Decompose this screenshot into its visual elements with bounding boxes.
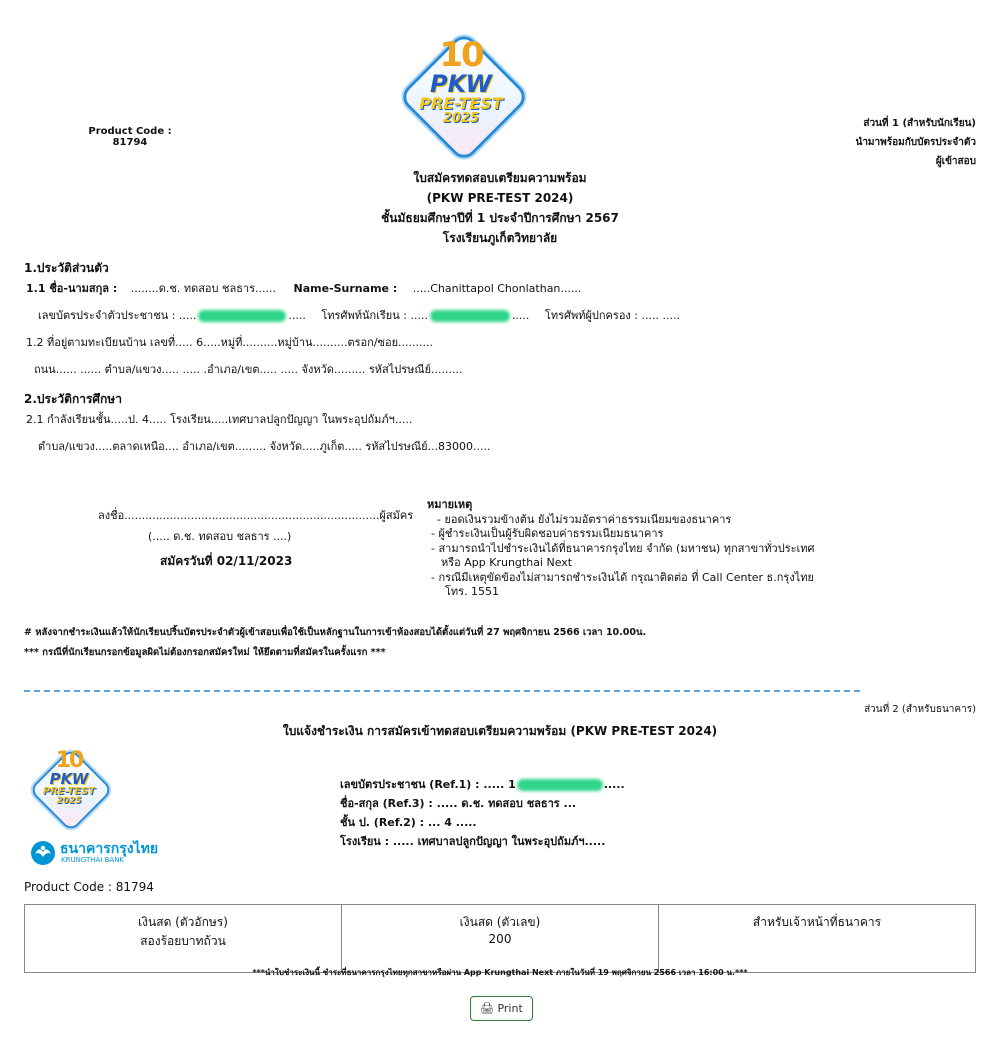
krungthai-logo — [30, 838, 160, 868]
part1-label — [855, 114, 976, 171]
ref1-label: เลขบัตรประชาชน (Ref.1) : ..... 1 — [340, 778, 516, 791]
part1-line1: ส่วนที่ 1 (สำหรับนักเรียน) — [863, 118, 976, 129]
ref3-row: ชื่อ-สกุล (Ref.3) : ..... ด.ช. ทดสอบ ชลธาร ... — [340, 797, 577, 810]
logo-year: 2025 — [442, 111, 480, 126]
signature-name: (..... ด.ช. ทดสอบ ชลธาร ....) — [148, 530, 292, 543]
address-row2: ถนน...... ...... ตำบล/แขวง..... ..... .อำเภอ/เขต..... ..... จังหวัด......... รหัสไปรษณีย์......... — [34, 363, 463, 376]
ref1-tail: ..... — [603, 778, 625, 791]
cash-number-header: เงินสด (ตัวเลข) — [459, 915, 541, 929]
payment-refs — [340, 775, 625, 851]
school-ref-row: โรงเรียน : ..... เทศบาลปลูกปัญญา ในพระอุปถัมภ์ฯ..... — [340, 835, 606, 848]
part2-label: ส่วนที่ 2 (สำหรับธนาคาร) — [864, 704, 976, 715]
signature-line: ลงชื่อ.........................................................................ผู้สมัคร — [98, 509, 414, 522]
product-code-bottom: Product Code : 81794 — [24, 880, 154, 894]
logo-pkw: PKW — [429, 70, 492, 98]
ref1-row — [340, 775, 625, 794]
part2-title: ใบแจ้งชำระเงิน การสมัครเข้าทดสอบเตรียมความพร้อม (PKW PRE-TEST 2024) — [282, 724, 718, 738]
title-line4: โรงเรียนภูเก็ตวิทยาลัย — [442, 231, 558, 245]
cash-number-cell — [342, 905, 659, 973]
bank-staff-cell — [659, 905, 976, 973]
application-date: สมัครวันที่ 02/11/2023 — [160, 554, 293, 568]
title-line2: (PKW PRE-TEST 2024) — [426, 191, 574, 205]
remark-3a: - สามารถนำไปชำระเงินได้ที่ธนาคารกรุงไทย จำกัด (มหาชน) ทุกสาขาทั่วประเทศ — [431, 541, 815, 555]
logo-ten: 10 — [439, 35, 483, 75]
id-label: เลขบัตรประจำตัวประชาชน : ..... — [38, 309, 197, 322]
printer-icon: 🖨 — [480, 1002, 494, 1015]
product-code-value: 81794 — [112, 137, 148, 148]
part1-line2: นำมาพร้อมกับบัตรประจำตัว — [855, 137, 976, 148]
phone-tail: ..... — [511, 309, 530, 322]
id-phone-row — [38, 306, 680, 324]
form-title — [250, 168, 750, 248]
logo-pre-test-small: PRE-TEST — [42, 786, 96, 797]
logo-pre-test: PRE-TEST — [419, 94, 503, 113]
name-value: ........ด.ช. ทดสอบ ชลธาร...... — [130, 282, 277, 295]
print-button[interactable] — [470, 996, 533, 1021]
redacted-phone — [430, 310, 510, 322]
product-code-label: Product Code : — [88, 126, 172, 137]
remarks-heading: หมายเหตุ — [427, 498, 473, 511]
payment-deadline-note: ***นำใบชำระเงินนี้ ชำระที่ธนาคารกรุงไทยทุกสาขาหรือผ่าน App Krungthai Next ภายในวันที่ 19 พฤศจิกายน 2566 เวลา 16:00 น.*** — [252, 968, 748, 977]
remark-4a: - กรณีมีเหตุขัดข้องไม่สามารถชำระเงินได้ กรุณาติดต่อ ที่ Call Center ธ.กรุงไทย — [431, 570, 814, 584]
ref2-row: ชั้น ป. (Ref.2) : ... 4 ..... — [340, 816, 477, 829]
redacted-ref1 — [517, 779, 603, 791]
remarks — [427, 498, 815, 600]
note-wrong-info: *** กรณีที่นักเรียนกรอกข้อมูลผิดไม่ต้องกรอกสมัครใหม่ ให้ยึดตามที่สมัครในครั้งแรก *** — [24, 647, 386, 658]
bank-name-th: ธนาคารกรุงไทย — [60, 841, 159, 857]
print-button-wrap — [470, 996, 533, 1021]
cash-text-cell — [25, 905, 342, 973]
section2-heading: 2.ประวัติการศึกษา — [24, 392, 122, 406]
title-line3: ชั้นมัธยมศึกษาปีที่ 1 ประจำปีการศึกษา 2567 — [381, 211, 619, 225]
payment-table — [24, 904, 976, 973]
redacted-id — [198, 310, 286, 322]
parent-phone-label: โทรศัพท์ผู้ปกครอง : ..... ..... — [544, 309, 680, 322]
krungthai-bird-icon — [30, 840, 56, 866]
remark-3b: หรือ App Krungthai Next — [441, 556, 573, 569]
section1-heading: 1.ประวัติส่วนตัว — [24, 261, 109, 275]
product-code-top — [80, 126, 180, 148]
address-row1: 1.2 ที่อยู่ตามทะเบียนบ้าน เลขที่..... 6.....หมู่ที่..........หมู่บ้าน..........ตรอก/ซอย.......... — [26, 336, 434, 349]
bank-name-en: KRUNGTHAI BANK — [61, 856, 125, 864]
title-line1: ใบสมัครทดสอบเตรียมความพร้อม — [413, 171, 587, 185]
bank-staff-header: สำหรับเจ้าหน้าที่ธนาคาร — [752, 915, 882, 929]
print-label: Print — [497, 1002, 523, 1015]
remark-1: - ยอดเงินรวมข้างต้น ยังไม่รวมอัตราค่าธรรมเนียมของธนาคาร — [437, 512, 732, 526]
name-label: 1.1 ชื่อ-นามสกุล : — [26, 282, 118, 295]
cash-number-value: 200 — [488, 932, 512, 946]
logo-pkw-small: PKW — [49, 770, 89, 788]
remark-4b: โทร. 1551 — [445, 585, 500, 598]
pkw-logo-top — [395, 28, 527, 160]
cut-line — [24, 690, 860, 692]
logo-ten-small: 10 — [55, 748, 83, 773]
name-row — [26, 279, 581, 297]
pkw-logo-bottom — [24, 746, 114, 832]
logo-year-small: 2025 — [56, 796, 82, 806]
cash-text-header: เงินสด (ตัวอักษร) — [138, 915, 228, 929]
school-row1: 2.1 กำลังเรียนชั้น.....ป. 4..... โรงเรียน.....เทศบาลปลูกปัญญา ในพระอุปถัมภ์ฯ..... — [26, 413, 413, 426]
name-en-value: .....Chanittapol Chonlathan...... — [412, 282, 582, 295]
remark-2: - ผู้ชำระเงินเป็นผู้รับผิดชอบค่าธรรมเนียมธนาคาร — [431, 527, 664, 540]
note-print-card: # หลังจากชำระเงินแล้วให้นักเรียนปริ้นบัตรประจำตัวผู้เข้าสอบเพื่อใช้เป็นหลักฐานในการเข้าห้องสอบได้ตั้งแต่วันที่ 27 พฤศจิกายน 2566 เวลา 10.00น. — [24, 627, 647, 638]
school-row2: ตำบล/แขวง.....ตลาดเหนือ.... อำเภอ/เขต......... จังหวัด.....ภูเก็ต..... รหัสไปรษณีย์...83000..... — [38, 440, 491, 453]
id-tail: ..... — [288, 309, 306, 322]
phone-label: โทรศัพท์นักเรียน : ..... — [321, 309, 428, 322]
part1-line3: ผู้เข้าสอบ — [935, 156, 976, 167]
name-en-label: Name-Surname : — [293, 282, 398, 295]
cash-text-value: สองร้อยบาทถ้วน — [140, 934, 226, 948]
